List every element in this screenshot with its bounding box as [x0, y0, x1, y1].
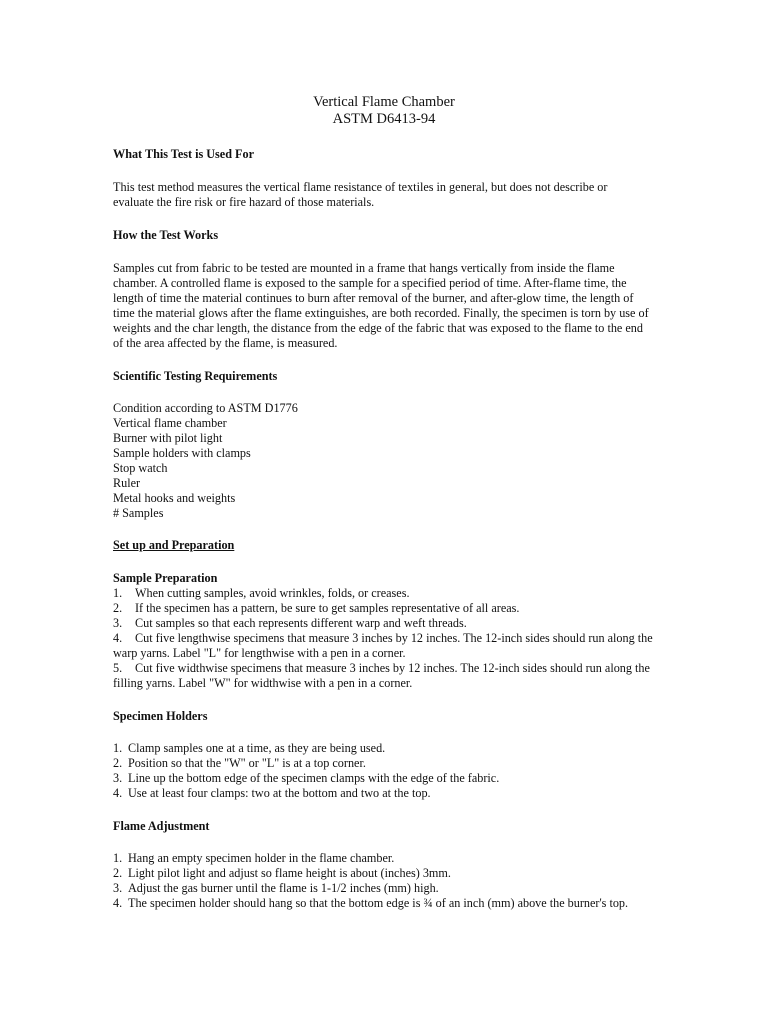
list-text: If the specimen has a pattern, be sure to get samples representative of all areas. [135, 601, 520, 615]
sample-prep-list [113, 586, 656, 691]
list-item [113, 866, 658, 881]
list-text: Light pilot light and adjust so flame height is about (inches) 3mm. [128, 866, 451, 880]
list-text: Clamp samples one at a time, as they are being used. [128, 741, 386, 755]
list-number: 3. [113, 881, 123, 895]
requirement-item: # Samples [113, 506, 164, 520]
list-number: 1. [113, 741, 123, 755]
list-text: Use at least four clamps: two at the bottom and two at the top. [128, 786, 431, 800]
heading-used-for: What This Test is Used For [113, 147, 254, 161]
list-number: 2. [113, 756, 123, 770]
list-item [113, 851, 658, 866]
title-line-1: Vertical Flame Chamber [313, 94, 455, 110]
paragraph-used-for: This test method measures the vertical flame resistance of textiles in general, but does not describe or evaluate the fire risk or fire hazard of those materials. [113, 180, 608, 209]
list-item [113, 616, 656, 631]
flame-adjustment-list [113, 851, 658, 911]
list-item [113, 661, 656, 691]
requirement-item: Vertical flame chamber [113, 416, 227, 430]
requirement-item: Metal hooks and weights [113, 491, 236, 505]
list-text: Adjust the gas burner until the flame is 1-1/2 inches (mm) high. [128, 881, 439, 895]
list-text: Line up the bottom edge of the specimen clamps with the edge of the fabric. [128, 771, 500, 785]
requirement-item: Ruler [113, 476, 141, 490]
requirement-item: Burner with pilot light [113, 431, 223, 445]
list-text: Cut samples so that each represents different warp and weft threads. [135, 616, 467, 630]
requirement-item: Condition according to ASTM D1776 [113, 401, 298, 415]
list-item [113, 756, 658, 771]
list-number: 1. [113, 586, 123, 600]
list-text: Cut five widthwise specimens that measure 3 inches by 12 inches. The 12-inch sides should run along the filling yarns. Label "W" for widthwise with a pen in a corner. [113, 661, 650, 690]
list-number: 5. [113, 661, 123, 675]
list-text: Cut five lengthwise specimens that measure 3 inches by 12 inches. The 12-inch sides should run along the warp yarns. Label "L" for lengthwise with a pen in a corner. [113, 631, 653, 660]
heading-flame-adjustment: Flame Adjustment [113, 819, 210, 833]
list-number: 4. [113, 896, 123, 910]
list-number: 3. [113, 771, 123, 785]
list-text: Position so that the "W" or "L" is at a top corner. [128, 756, 366, 770]
list-item [113, 601, 656, 616]
document-title [0, 94, 768, 128]
list-item [113, 881, 658, 896]
heading-specimen-holders: Specimen Holders [113, 709, 208, 723]
requirement-item: Stop watch [113, 461, 168, 475]
list-item [113, 786, 658, 801]
heading-how-works: How the Test Works [113, 228, 219, 242]
list-number: 1. [113, 851, 123, 865]
list-text: The specimen holder should hang so that the bottom edge is ¾ of an inch (mm) above the burner's top. [128, 896, 629, 910]
heading-requirements: Scientific Testing Requirements [113, 369, 278, 383]
list-item [113, 586, 656, 601]
requirements-list [113, 401, 658, 521]
list-text: Hang an empty specimen holder in the flame chamber. [128, 851, 395, 865]
list-number: 2. [113, 866, 123, 880]
paragraph-how-works: Samples cut from fabric to be tested are mounted in a frame that hangs vertically from inside the flame chamber. A controlled flame is exposed to the sample for a specified period of time. After-flame time, the length of time the material continues to burn after removal of the burner, and after-glow time, the length of time the material glows after the flame extinguishes, are both recorded. Finally, the specimen is torn by use of weights and the char length, the distance from the edge of the fabric that was exposed to the flame to the end of the area affected by the flame, is measured. [113, 261, 649, 350]
title-line-2: ASTM D6413-94 [332, 111, 436, 127]
heading-setup: Set up and Preparation [113, 538, 235, 552]
list-text: When cutting samples, avoid wrinkles, folds, or creases. [135, 586, 410, 600]
heading-sample-prep: Sample Preparation [113, 571, 218, 585]
list-item [113, 741, 658, 756]
list-item [113, 631, 656, 661]
requirement-item: Sample holders with clamps [113, 446, 251, 460]
list-number: 4. [113, 631, 123, 645]
specimen-holders-list [113, 741, 658, 801]
list-item [113, 771, 658, 786]
list-number: 3. [113, 616, 123, 630]
list-item [113, 896, 658, 911]
list-number: 4. [113, 786, 123, 800]
list-number: 2. [113, 601, 123, 615]
